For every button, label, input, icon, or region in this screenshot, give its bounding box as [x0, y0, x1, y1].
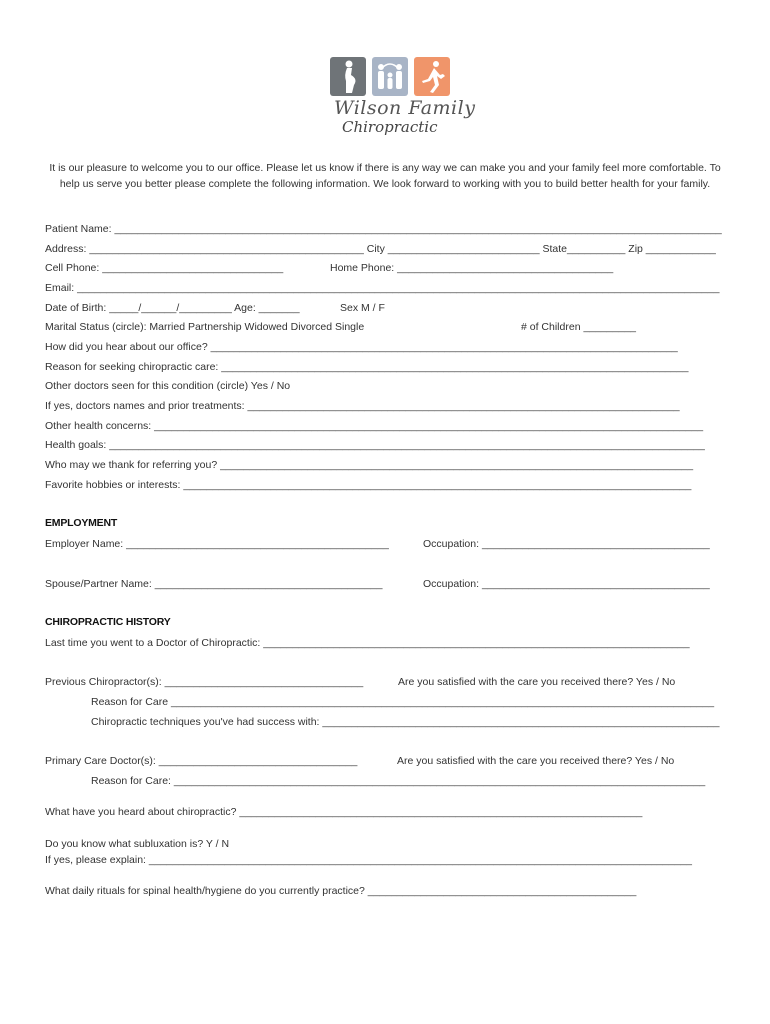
- marital-status-choice[interactable]: Marital Status (circle): Married Partnership Widowed Divorced Single: [45, 321, 365, 333]
- spouse-occupation-field[interactable]: Occupation: _______________________________________: [423, 578, 710, 590]
- chiropractic-history-heading: CHIROPRACTIC HISTORY: [45, 616, 171, 628]
- other-health-field[interactable]: Other health concerns: ______________________________________________________________________________________________: [45, 420, 704, 432]
- logo-wordmark-line1: Wilson Family: [334, 97, 476, 119]
- occupation-field[interactable]: Occupation: _______________________________________: [423, 538, 710, 550]
- previous-reason-field[interactable]: Reason for Care _____________________________________________________________________________________________: [91, 696, 715, 708]
- subluxation-explain-field[interactable]: If yes, please explain: _____________________________________________________________________________________________: [45, 854, 692, 866]
- techniques-field[interactable]: Chiropractic techniques you've had success with: ____________________________________________________________________: [91, 716, 720, 728]
- employment-heading: EMPLOYMENT: [45, 517, 118, 529]
- email-field[interactable]: Email: ______________________________________________________________________________________________________________: [45, 282, 720, 294]
- home-phone-field[interactable]: Home Phone: _____________________________________: [330, 262, 614, 274]
- hobbies-field[interactable]: Favorite hobbies or interests: _______________________________________________________________________________________: [45, 479, 692, 491]
- doctors-names-field[interactable]: If yes, doctors names and prior treatments: __________________________________________________________________________: [45, 400, 680, 412]
- last-visit-field[interactable]: Last time you went to a Doctor of Chiropractic: _________________________________________________________________________: [45, 637, 690, 649]
- sex-choice[interactable]: Sex M / F: [340, 302, 385, 314]
- health-goals-field[interactable]: Health goals: ______________________________________________________________________________________________________: [45, 439, 705, 451]
- referral-field[interactable]: Who may we thank for referring you? _________________________________________________________________________________: [45, 459, 694, 471]
- other-doctors-choice[interactable]: Other doctors seen for this condition (circle) Yes / No: [45, 380, 291, 392]
- satisfied-choice[interactable]: Are you satisfied with the care you received there? Yes / No: [398, 676, 676, 688]
- primary-satisfied-choice[interactable]: Are you satisfied with the care you received there? Yes / No: [397, 755, 675, 767]
- reason-for-care-field[interactable]: Reason for seeking chiropractic care: ________________________________________________________________________________: [45, 361, 689, 373]
- family-figures-icon: [372, 57, 408, 96]
- address-field[interactable]: Address: _______________________________________________ City __________________________ State__________ Zip ____________: [45, 243, 716, 255]
- spouse-name-field[interactable]: Spouse/Partner Name: _______________________________________: [45, 578, 383, 590]
- primary-care-doctor-field[interactable]: Primary Care Doctor(s): __________________________________: [45, 755, 358, 767]
- patient-name-field[interactable]: Patient Name: ________________________________________________________________________________________________________: [45, 223, 722, 235]
- spinal-rituals-field[interactable]: What daily rituals for spinal health/hygiene do you currently practice? ______________________________________________: [45, 885, 637, 897]
- previous-chiropractor-field[interactable]: Previous Chiropractor(s): __________________________________: [45, 676, 364, 688]
- employer-name-field[interactable]: Employer Name: _____________________________________________: [45, 538, 389, 550]
- cell-phone-field[interactable]: Cell Phone: _______________________________: [45, 262, 284, 274]
- dob-age-field[interactable]: Date of Birth: _____/______/_________ Age: _______: [45, 302, 300, 314]
- pregnant-figure-icon: [330, 57, 366, 96]
- practice-logo: [330, 57, 476, 141]
- primary-reason-field[interactable]: Reason for Care: ___________________________________________________________________________________________: [91, 775, 706, 787]
- welcome-paragraph: It is our pleasure to welcome you to our office. Please let us know if there is any way we can make you and your family feel more comfortable. To help us serve you better please complete the following information. We look forward to working with you to build better health for your family.: [49, 162, 721, 190]
- subluxation-choice[interactable]: Do you know what subluxation is? Y / N: [45, 838, 230, 850]
- logo-wordmark-line2: Chiropractic: [342, 118, 438, 136]
- heard-about-field[interactable]: How did you hear about our office? ________________________________________________________________________________: [45, 341, 678, 353]
- heard-chiropractic-field[interactable]: What have you heard about chiropractic? _____________________________________________________________________: [45, 806, 643, 818]
- runner-figure-icon: [414, 57, 450, 96]
- children-count-field[interactable]: # of Children _________: [521, 321, 637, 333]
